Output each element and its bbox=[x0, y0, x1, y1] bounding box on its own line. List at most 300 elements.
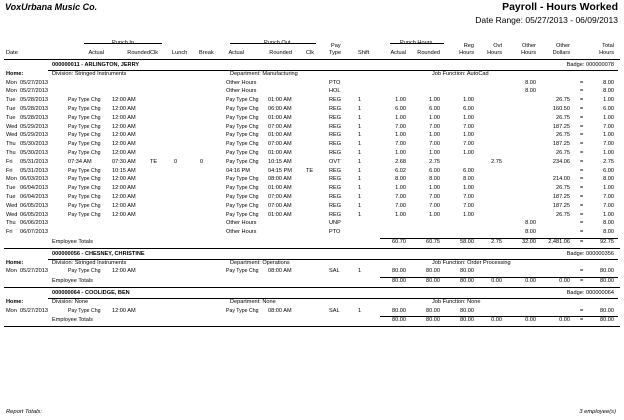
cell-ph-actual: 1.00 bbox=[395, 150, 406, 156]
cell-out-actual: Pay Type Chg bbox=[226, 132, 259, 139]
equals-sign: = bbox=[580, 239, 584, 245]
cell-in-actual: Pay Type Chg bbox=[68, 106, 101, 112]
cell-ph-rounded: 8.00 bbox=[429, 176, 440, 183]
table-row bbox=[0, 167, 624, 176]
cell-ovt-hours: 2.75 bbox=[491, 158, 502, 165]
cell-ph-actual: 6.00 bbox=[395, 106, 406, 112]
cell-reg-hours: 1.00 bbox=[463, 132, 474, 139]
header-shift: Shift bbox=[358, 50, 370, 56]
total-reg-hours: 80.00 bbox=[460, 278, 474, 285]
employee-home-row bbox=[0, 70, 624, 79]
cell-date: 05/29/2013 bbox=[20, 123, 48, 130]
cell-in-actual: 07:34 AM bbox=[68, 158, 92, 165]
cell-out-rounded: 01:00 AM bbox=[268, 132, 292, 139]
cell-date: 05/27/2013 bbox=[20, 268, 48, 275]
equals-sign: = bbox=[580, 317, 584, 324]
cell-pay-type: REG bbox=[329, 167, 342, 174]
total-total-hours: 92.75 bbox=[600, 239, 614, 245]
cell-shift: 1 bbox=[358, 167, 362, 174]
cell-ph-actual: 1.00 bbox=[395, 211, 406, 218]
cell-pay-type: REG bbox=[329, 97, 342, 104]
total-ph-rounded: 80.00 bbox=[426, 278, 440, 285]
cell-in-rounded: 12:00 AM bbox=[112, 106, 136, 112]
job-function: Job Function: AutoCad bbox=[432, 70, 489, 77]
cell-ph-actual: 80.00 bbox=[392, 307, 406, 314]
cell-other-dollars: 26.75 bbox=[556, 185, 570, 192]
cell-in-actual: Pay Type Chg bbox=[68, 194, 101, 200]
cell-out-clk: Other Hours bbox=[226, 229, 257, 236]
cell-pay-type: REG bbox=[329, 202, 342, 209]
cell-pay-type: REG bbox=[329, 176, 342, 183]
cell-ph-rounded: 6.00 bbox=[429, 106, 440, 112]
cell-out-rounded: 08:00 AM bbox=[268, 176, 292, 183]
total-other-dollars: 0.00 bbox=[559, 317, 570, 324]
cell-pay-type: PTO bbox=[329, 229, 341, 236]
cell-reg-hours: 6.00 bbox=[463, 167, 474, 174]
cell-shift: 1 bbox=[358, 97, 362, 104]
cell-out-rounded: 07:00 AM bbox=[268, 202, 292, 209]
cell-date: 05/28/2013 bbox=[20, 97, 48, 104]
cell-ph-rounded: 1.00 bbox=[429, 185, 440, 192]
cell-reg-hours: 80.00 bbox=[460, 268, 474, 275]
header-pay: Pay bbox=[331, 43, 341, 49]
header-break: Break bbox=[199, 50, 214, 56]
total-ovt-hours: 0.00 bbox=[491, 317, 502, 324]
employee-totals-row bbox=[0, 277, 624, 286]
cell-pay-type: PTO bbox=[329, 79, 341, 86]
cell-total-hours: 1.00 bbox=[603, 114, 614, 121]
total-ph-actual: 80.00 bbox=[392, 317, 406, 324]
cell-reg-hours: 7.00 bbox=[463, 194, 474, 200]
total-ph-actual: 60.70 bbox=[392, 239, 406, 245]
cell-day: Wed bbox=[6, 132, 18, 139]
total-other-hours: 0.00 bbox=[525, 317, 536, 324]
column-header bbox=[0, 30, 624, 60]
cell-out-clk: Other Hours bbox=[226, 220, 257, 227]
cell-shift: 1 bbox=[358, 158, 362, 165]
cell-ph-rounded: 1.00 bbox=[429, 132, 440, 139]
cell-pay-type: REG bbox=[329, 123, 342, 130]
cell-day: Fri bbox=[6, 158, 13, 165]
cell-shift: 1 bbox=[358, 211, 362, 218]
employee-home-row bbox=[0, 259, 624, 268]
total-total-hours: 80.00 bbox=[600, 317, 614, 324]
cell-day: Tue bbox=[6, 194, 16, 200]
total-reg-hours: 80.00 bbox=[460, 317, 474, 324]
cell-total-hours: 7.00 bbox=[603, 194, 614, 200]
cell-out-clk: Other Hours bbox=[226, 79, 257, 86]
cell-date: 05/30/2013 bbox=[20, 141, 48, 148]
cell-ph-rounded: 7.00 bbox=[429, 202, 440, 209]
cell-out-rounded: 10:15 AM bbox=[268, 158, 292, 165]
cell-total-hours: 7.00 bbox=[603, 141, 614, 148]
punch-hours-group-label: Punch Hours bbox=[400, 40, 433, 46]
header-other-dollars: Dollars bbox=[552, 50, 570, 56]
cell-other-dollars: 187.25 bbox=[552, 202, 570, 209]
total-ph-rounded: 80.00 bbox=[426, 317, 440, 324]
table-row bbox=[0, 219, 624, 228]
cell-out-clk: Other Hours bbox=[226, 88, 257, 95]
cell-out-rounded: 08:00 AM bbox=[268, 307, 292, 314]
header-ph-actual: Actual bbox=[390, 50, 406, 56]
cell-ph-rounded: 80.00 bbox=[426, 307, 440, 314]
cell-pay-type: REG bbox=[329, 194, 342, 200]
table-row bbox=[0, 184, 624, 193]
division: Division: Stringed Instruments bbox=[52, 259, 127, 266]
cell-total-hours: 1.00 bbox=[603, 97, 614, 104]
cell-total-hours: 1.00 bbox=[603, 132, 614, 139]
cell-ph-actual: 1.00 bbox=[395, 132, 406, 139]
cell-shift: 1 bbox=[358, 106, 362, 112]
date-range: Date Range: 05/27/2013 - 06/09/2013 bbox=[475, 15, 618, 25]
home-label: Home: bbox=[6, 298, 24, 305]
cell-out-rounded: 08:00 AM bbox=[268, 268, 292, 275]
cell-date: 06/06/2013 bbox=[20, 220, 48, 227]
cell-shift: 1 bbox=[358, 268, 362, 275]
cell-ph-rounded: 80.00 bbox=[426, 268, 440, 275]
cell-reg-hours: 8.00 bbox=[463, 176, 474, 183]
cell-other-hours: 8.00 bbox=[525, 229, 536, 236]
equals-sign: = bbox=[580, 229, 584, 236]
cell-other-dollars: 26.75 bbox=[556, 150, 570, 156]
cell-ph-actual: 1.00 bbox=[395, 114, 406, 121]
cell-date: 05/31/2013 bbox=[20, 158, 48, 165]
cell-in-actual: Pay Type Chg bbox=[68, 176, 101, 183]
cell-day: Tue bbox=[6, 106, 16, 112]
equals-sign: = bbox=[580, 88, 584, 95]
cell-other-hours: 8.00 bbox=[525, 220, 536, 227]
cell-ph-rounded: 7.00 bbox=[429, 123, 440, 130]
cell-in-rounded: 12:00 AM bbox=[112, 185, 136, 192]
total-other-hours: 0.00 bbox=[525, 278, 536, 285]
cell-in-actual: Pay Type Chg bbox=[68, 185, 101, 192]
header-clk: Clk bbox=[150, 50, 159, 56]
header-out-rounded: Rounded bbox=[269, 50, 292, 56]
cell-shift: 1 bbox=[358, 150, 362, 156]
cell-pay-type: OVT bbox=[329, 158, 341, 165]
cell-reg-hours: 7.00 bbox=[463, 202, 474, 209]
employee-count: 3 employee(s) bbox=[579, 409, 616, 415]
cell-total-hours: 1.00 bbox=[603, 185, 614, 192]
cell-pay-type: REG bbox=[329, 106, 342, 112]
cell-shift: 1 bbox=[358, 123, 362, 130]
header-ph-rounded: Rounded bbox=[417, 50, 440, 56]
cell-in-rounded: 12:00 AM bbox=[112, 114, 136, 121]
employee-header-row bbox=[0, 61, 624, 70]
cell-date: 05/31/2013 bbox=[20, 167, 48, 174]
total-other-dollars: 2,481.06 bbox=[548, 239, 570, 245]
cell-day: Mon bbox=[6, 268, 17, 275]
cell-out-actual: Pay Type Chg bbox=[226, 176, 259, 183]
cell-pay-type: SAL bbox=[329, 307, 340, 314]
total-other-hours: 32.00 bbox=[522, 239, 536, 245]
cell-ph-actual: 80.00 bbox=[392, 268, 406, 275]
cell-date: 06/05/2013 bbox=[20, 202, 48, 209]
equals-sign: = bbox=[580, 176, 584, 183]
equals-sign: = bbox=[580, 194, 584, 200]
total-reg-hours: 58.00 bbox=[460, 239, 474, 245]
cell-date: 06/05/2013 bbox=[20, 211, 48, 218]
cell-in-rounded: 12:00 AM bbox=[112, 150, 136, 156]
cell-ph-actual: 7.00 bbox=[395, 202, 406, 209]
cell-total-hours: 8.00 bbox=[603, 88, 614, 95]
cell-other-dollars: 234.06 bbox=[552, 158, 570, 165]
header-type: Type bbox=[329, 50, 342, 56]
cell-day: Thu bbox=[6, 141, 16, 148]
cell-in-clk: TE bbox=[150, 158, 158, 165]
table-row bbox=[0, 228, 624, 237]
cell-in-actual: Pay Type Chg bbox=[68, 132, 101, 139]
cell-out-rounded: 06:00 AM bbox=[268, 106, 292, 112]
header-other2: Other bbox=[556, 43, 570, 49]
cell-total-hours: 7.00 bbox=[603, 123, 614, 130]
cell-out-actual: Pay Type Chg bbox=[226, 123, 259, 130]
equals-sign: = bbox=[580, 106, 584, 112]
table-row bbox=[0, 307, 624, 316]
cell-out-rounded: 01:00 AM bbox=[268, 150, 292, 156]
cell-other-dollars: 160.50 bbox=[552, 106, 570, 112]
cell-shift: 1 bbox=[358, 141, 362, 148]
cell-total-hours: 8.00 bbox=[603, 176, 614, 183]
header-total: Total bbox=[602, 43, 614, 49]
header-lunch: Lunch bbox=[172, 50, 188, 56]
cell-other-dollars: 26.75 bbox=[556, 97, 570, 104]
cell-in-actual: Pay Type Chg bbox=[68, 211, 101, 218]
header-reg-hours: Hours bbox=[459, 50, 474, 56]
employee-name: 000000056 - CHESNEY, CHRISTINE bbox=[52, 250, 145, 257]
punch-out-group-label: Punch Out bbox=[264, 40, 291, 46]
table-row bbox=[0, 175, 624, 184]
cell-ph-rounded: 1.00 bbox=[429, 211, 440, 218]
cell-date: 06/04/2013 bbox=[20, 185, 48, 192]
equals-sign: = bbox=[580, 307, 584, 314]
cell-pay-type: REG bbox=[329, 185, 342, 192]
cell-reg-hours: 1.00 bbox=[463, 185, 474, 192]
equals-sign: = bbox=[580, 150, 584, 156]
total-ovt-hours: 2.75 bbox=[491, 239, 502, 245]
punch-in-group-label: Punch In bbox=[112, 40, 135, 46]
header-in-rounded: Rounded bbox=[127, 50, 150, 56]
cell-in-rounded: 12:00 AM bbox=[112, 123, 136, 130]
cell-out-actual: Pay Type Chg bbox=[226, 307, 259, 314]
employee-totals-label: Employee Totals bbox=[52, 317, 93, 324]
cell-out-rounded: 07:00 AM bbox=[268, 141, 292, 148]
division: Division: Stringed Instruments bbox=[52, 70, 127, 77]
cell-in-rounded: 12:00 AM bbox=[112, 141, 136, 148]
cell-out-rounded: 04:15 PM bbox=[268, 167, 292, 174]
employee-totals-label: Employee Totals bbox=[52, 278, 93, 285]
table-row bbox=[0, 131, 624, 140]
cell-in-rounded: 12:00 AM bbox=[112, 268, 136, 275]
cell-ph-rounded: 7.00 bbox=[429, 194, 440, 200]
cell-out-rounded: 01:00 AM bbox=[268, 185, 292, 192]
cell-date: 05/27/2013 bbox=[20, 88, 48, 95]
total-ovt-hours: 0.00 bbox=[491, 278, 502, 285]
cell-out-actual: Pay Type Chg bbox=[226, 202, 259, 209]
table-row bbox=[0, 149, 624, 158]
cell-out-actual: Pay Type Chg bbox=[226, 141, 259, 148]
cell-day: Mon bbox=[6, 176, 17, 183]
cell-other-dollars: 214.00 bbox=[552, 176, 570, 183]
cell-total-hours: 80.00 bbox=[600, 307, 614, 314]
cell-in-actual: Pay Type Chg bbox=[68, 97, 101, 104]
cell-ph-actual: 6.02 bbox=[395, 167, 406, 174]
employee-header-row bbox=[0, 250, 624, 259]
table-row bbox=[0, 114, 624, 123]
cell-in-actual: Pay Type Chg bbox=[68, 307, 101, 314]
cell-other-dollars: 187.25 bbox=[552, 123, 570, 130]
header-clk-out: Clk bbox=[306, 50, 315, 56]
cell-in-rounded: 12:00 AM bbox=[112, 307, 136, 314]
cell-pay-type: REG bbox=[329, 150, 342, 156]
cell-date: 05/28/2013 bbox=[20, 114, 48, 121]
equals-sign: = bbox=[580, 158, 584, 165]
cell-day: Wed bbox=[6, 202, 18, 209]
cell-in-rounded: 12:00 AM bbox=[112, 176, 136, 183]
department: Department: Manufacturing bbox=[230, 70, 298, 77]
cell-pay-type: REG bbox=[329, 132, 342, 139]
header-other: Other bbox=[522, 43, 536, 49]
equals-sign: = bbox=[580, 278, 584, 285]
equals-sign: = bbox=[580, 123, 584, 130]
cell-in-rounded: 12:00 AM bbox=[112, 211, 136, 218]
cell-in-rounded: 12:00 AM bbox=[112, 194, 136, 200]
cell-out-actual: Pay Type Chg bbox=[226, 114, 259, 121]
cell-out-actual: Pay Type Chg bbox=[226, 150, 259, 156]
cell-pay-type: REG bbox=[329, 211, 342, 218]
cell-pay-type: UNP bbox=[329, 220, 341, 227]
cell-in-actual: Pay Type Chg bbox=[68, 167, 101, 174]
equals-sign: = bbox=[580, 268, 584, 275]
cell-ph-actual: 7.00 bbox=[395, 194, 406, 200]
cell-pay-type: SAL bbox=[329, 268, 340, 275]
home-label: Home: bbox=[6, 259, 24, 266]
equals-sign: = bbox=[580, 97, 584, 104]
cell-reg-hours: 7.00 bbox=[463, 141, 474, 148]
cell-shift: 1 bbox=[358, 114, 362, 121]
cell-in-rounded: 12:00 AM bbox=[112, 202, 136, 209]
cell-out-rounded: 01:00 AM bbox=[268, 97, 292, 104]
cell-out-rounded: 07:00 AM bbox=[268, 194, 292, 200]
cell-ph-actual: 7.00 bbox=[395, 141, 406, 148]
cell-reg-hours: 6.00 bbox=[463, 106, 474, 112]
table-row bbox=[0, 79, 624, 88]
department: Department: Operations bbox=[230, 259, 290, 266]
header-ovt: Ovt bbox=[493, 43, 502, 49]
cell-date: 05/30/2013 bbox=[20, 150, 48, 156]
equals-sign: = bbox=[580, 167, 584, 174]
cell-reg-hours: 7.00 bbox=[463, 123, 474, 130]
table-row bbox=[0, 96, 624, 105]
cell-total-hours: 80.00 bbox=[600, 268, 614, 275]
cell-ph-actual: 7.00 bbox=[395, 123, 406, 130]
cell-other-dollars: 187.25 bbox=[552, 194, 570, 200]
table-row bbox=[0, 158, 624, 167]
cell-in-actual: Pay Type Chg bbox=[68, 114, 101, 121]
equals-sign: = bbox=[580, 79, 584, 86]
equals-sign: = bbox=[580, 185, 584, 192]
table-row bbox=[0, 202, 624, 211]
cell-day: Tue bbox=[6, 97, 16, 104]
cell-ph-rounded: 1.00 bbox=[429, 150, 440, 156]
cell-in-rounded: 12:00 AM bbox=[112, 97, 136, 104]
cell-date: 06/04/2013 bbox=[20, 194, 48, 200]
equals-sign: = bbox=[580, 220, 584, 227]
cell-in-actual: Pay Type Chg bbox=[68, 268, 101, 275]
total-total-hours: 80.00 bbox=[600, 278, 614, 285]
home-label: Home: bbox=[6, 70, 24, 77]
cell-shift: 1 bbox=[358, 307, 362, 314]
cell-shift: 1 bbox=[358, 194, 362, 200]
employee-header-row bbox=[0, 289, 624, 298]
header-out-actual: Actual bbox=[228, 50, 244, 56]
equals-sign: = bbox=[580, 202, 584, 209]
company-name: VoxUrbana Music Co. bbox=[5, 2, 98, 12]
cell-ph-actual: 1.00 bbox=[395, 97, 406, 104]
cell-in-rounded: 07:30 AM bbox=[112, 158, 136, 165]
cell-other-hours: 8.00 bbox=[525, 88, 536, 95]
equals-sign: = bbox=[580, 132, 584, 139]
cell-day: Tue bbox=[6, 185, 16, 192]
cell-day: Wed bbox=[6, 211, 18, 218]
equals-sign: = bbox=[580, 141, 584, 148]
cell-total-hours: 1.00 bbox=[603, 150, 614, 156]
cell-pay-type: REG bbox=[329, 141, 342, 148]
header-date: Date bbox=[6, 50, 18, 56]
cell-ph-rounded: 7.00 bbox=[429, 141, 440, 148]
cell-day: Mon bbox=[6, 79, 17, 86]
cell-reg-hours: 1.00 bbox=[463, 97, 474, 104]
table-row bbox=[0, 267, 624, 276]
cell-lunch: 0 bbox=[174, 158, 178, 165]
total-ph-actual: 80.00 bbox=[392, 278, 406, 285]
cell-shift: 1 bbox=[358, 202, 362, 209]
table-row bbox=[0, 105, 624, 114]
cell-in-actual: Pay Type Chg bbox=[68, 150, 101, 156]
employee-totals-row bbox=[0, 316, 624, 325]
cell-out-actual: Pay Type Chg bbox=[226, 97, 259, 104]
cell-out-rounded: 01:00 AM bbox=[268, 114, 292, 121]
cell-out-actual: Pay Type Chg bbox=[226, 211, 259, 218]
cell-date: 05/28/2013 bbox=[20, 106, 48, 112]
cell-out-clk: TE bbox=[306, 167, 314, 174]
cell-total-hours: 7.00 bbox=[603, 202, 614, 209]
cell-other-hours: 8.00 bbox=[525, 79, 536, 86]
cell-shift: 1 bbox=[358, 176, 362, 183]
cell-date: 05/29/2013 bbox=[20, 132, 48, 139]
cell-total-hours: 2.75 bbox=[603, 158, 614, 165]
cell-day: Mon bbox=[6, 88, 17, 95]
cell-total-hours: 8.00 bbox=[603, 229, 614, 236]
cell-date: 06/07/2013 bbox=[20, 229, 48, 236]
cell-in-rounded: 10:15 AM bbox=[112, 167, 136, 174]
table-row bbox=[0, 211, 624, 220]
equals-sign: = bbox=[580, 114, 584, 121]
cell-day: Tue bbox=[6, 114, 16, 121]
cell-ph-rounded: 1.00 bbox=[429, 97, 440, 104]
employee-totals-label: Employee Totals bbox=[52, 239, 93, 245]
cell-out-actual: 04:16 PM bbox=[226, 167, 250, 174]
cell-day: Fri bbox=[6, 229, 13, 236]
total-ph-rounded: 60.75 bbox=[426, 239, 440, 245]
cell-in-rounded: 12:00 AM bbox=[112, 132, 136, 139]
cell-total-hours: 1.00 bbox=[603, 211, 614, 218]
cell-reg-hours: 1.00 bbox=[463, 211, 474, 218]
cell-ph-actual: 8.00 bbox=[395, 176, 406, 183]
cell-pay-type: HOL bbox=[329, 88, 341, 95]
cell-ph-actual: 2.68 bbox=[395, 158, 406, 165]
header-total-hours: Hours bbox=[599, 50, 614, 56]
